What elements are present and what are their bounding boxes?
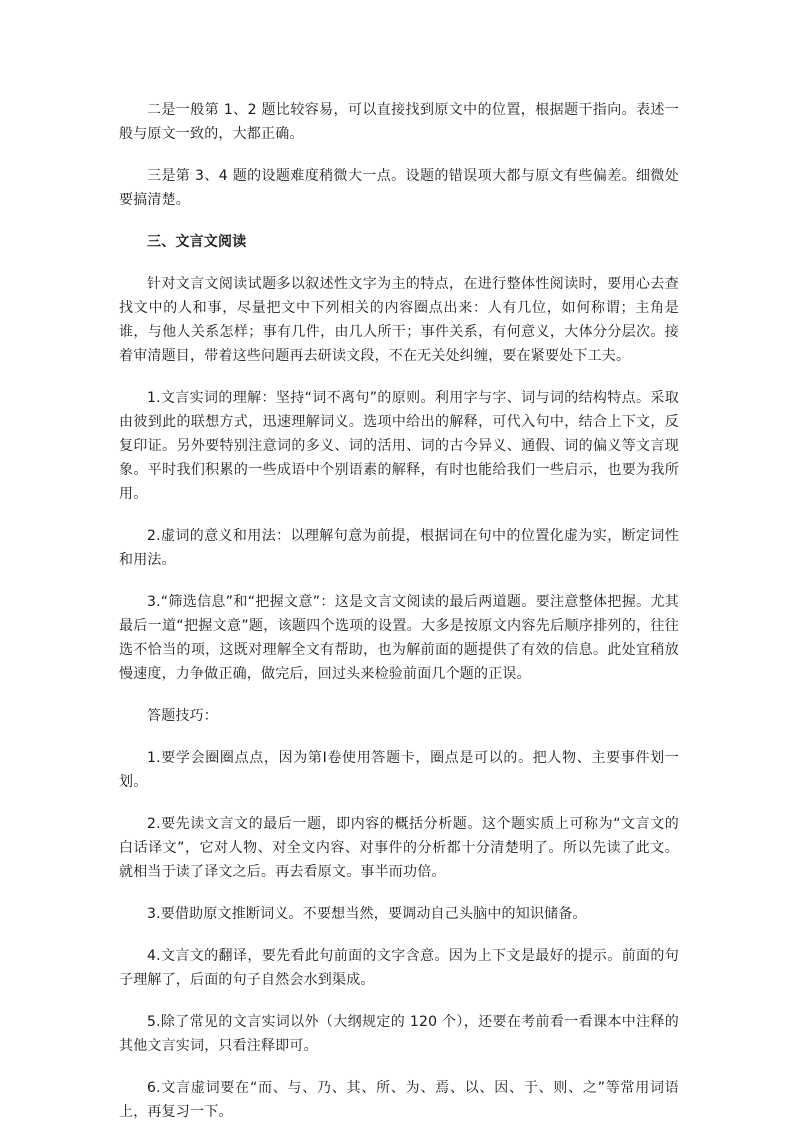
paragraph-filter-information: 3.“筛选信息”和“把握文意”：这是文言文阅读的最后两道题。要注意整体把握。尤其最后一道“把握文意”题，该题四个选项的设置。大多是按原文内容先后顺序排列的，往往选不恰当的项，这既对理解全文有帮助，也为解前面的题提供了有效的信息。此处宜稍放慢速度，力争做正确，做完后，回过头来检验前面几个题的正误。	[119, 594, 679, 682]
paragraph-point-three: 三是第 3、4 题的设题难度稍微大一点。设题的错误项大都与原文有些偏差。细微处要搞清楚。	[119, 168, 679, 208]
tip-item-6: 6.文言虚词要在“而、与、乃、其、所、为、焉、以、因、于、则、之”等常用词语上，再复习一下。	[119, 1080, 679, 1120]
section-heading-classical-chinese: 三、文言文阅读	[147, 234, 247, 250]
document-page	[119, 98, 679, 1142]
paragraph-reading-intro: 针对文言文阅读试题多以叙述性文字为主的特点，在进行整体性阅读时，要用心去查找文中的人和事，尽量把文中下列相关的内容圈点出来：人有几位，如何称谓；主角是谁，与他人关系怎样；事有几件，由几人所干；事件关系，有何意义，大体分分层次。接着审清题目，带着这些问题再去研读文段，不在无关处纠缠，要在紧要处下工夫。	[119, 276, 679, 364]
paragraph-point-two: 二是一般第 1、2 题比较容易，可以直接找到原文中的位置，根据题干指向。表述一般与原文一致的，大都正确。	[119, 102, 679, 142]
paragraph-function-words: 2.虚词的意义和用法：以理解句意为前提，根据词在句中的位置化虚为实，断定词性和用法。	[119, 528, 679, 568]
tips-heading: 答题技巧：	[147, 708, 218, 724]
tip-item-2: 2.要先读文言文的最后一题，即内容的概括分析题。这个题实质上可称为“文言文的白话译文”，它对人物、对全文内容、对事件的分析都十分清楚明了。所以先读了此文。就相当于读了译文之后。再去看原文。事半而功倍。	[119, 816, 679, 880]
tip-item-1: 1.要学会圈圈点点，因为第Ⅰ卷使用答题卡，圈点是可以的。把人物、主要事件划一划。	[119, 750, 679, 790]
tip-item-3: 3.要借助原文推断词义。不要想当然，要调动自己头脑中的知识储备。	[147, 906, 587, 922]
paragraph-content-words: 1.文言实词的理解：坚持“词不离句”的原则。利用字与字、词与词的结构特点。采取由彼到此的联想方式，迅速理解词义。选项中给出的解释，可代入句中，结合上下文，反复印证。另外要特别注意词的多义、词的活用、词的古今异义、通假、词的偏义等文言现象。平时我们积累的一些成语中个别语素的解释，有时也能给我们一些启示，也要为我所用。	[119, 390, 679, 502]
tip-item-5: 5.除了常见的文言实词以外（大纲规定的 120 个），还要在考前看一看课本中注释的其他文言实词，只看注释即可。	[119, 1014, 679, 1054]
tip-item-4: 4.文言文的翻译，要先看此句前面的文字含意。因为上下文是最好的提示。前面的句子理解了，后面的句子自然会水到渠成。	[119, 948, 679, 988]
